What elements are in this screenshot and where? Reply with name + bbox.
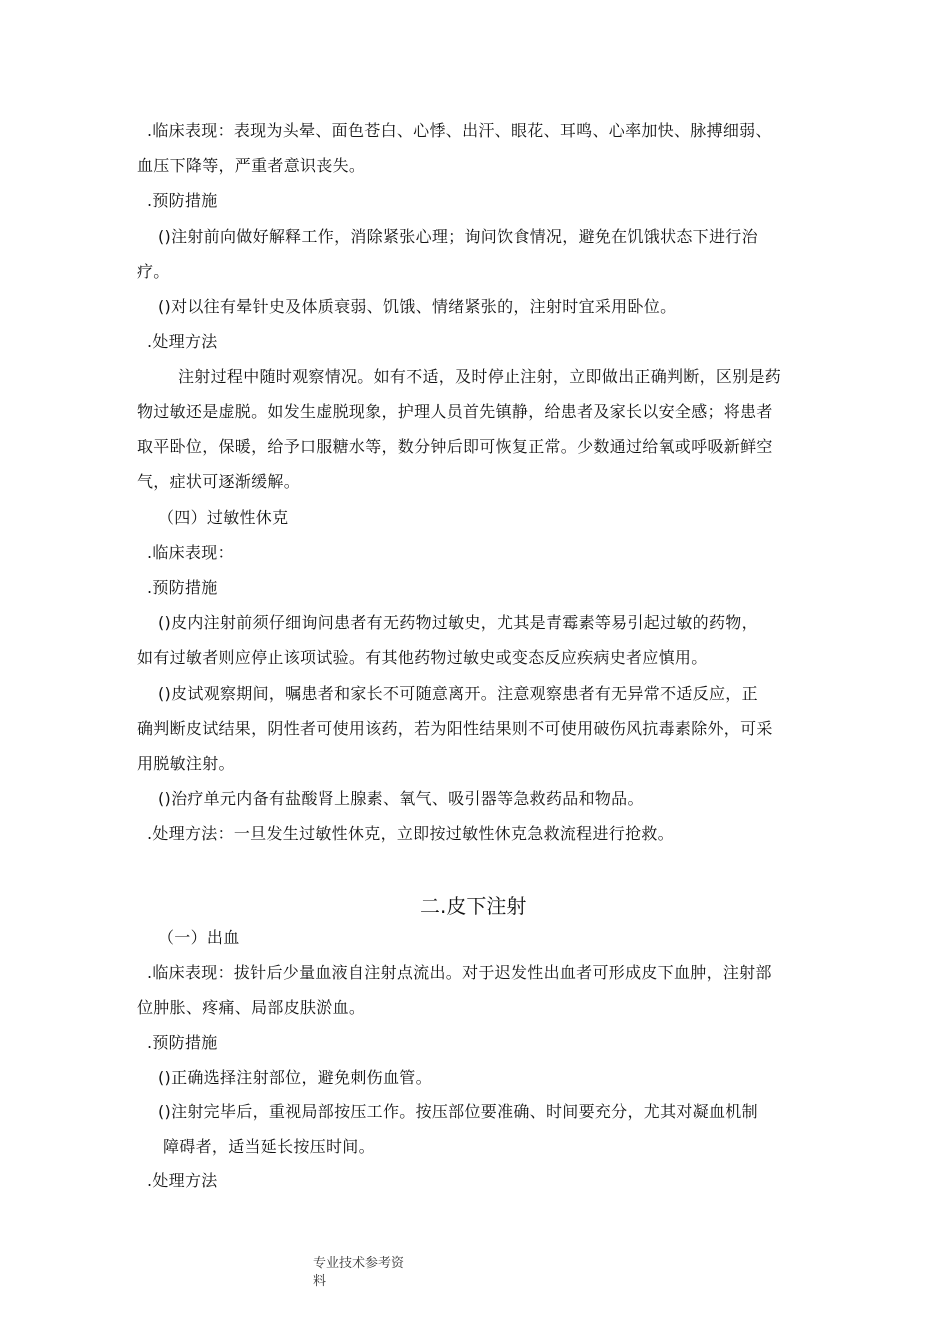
treatment-heading: .处理方法 bbox=[147, 332, 218, 351]
prevention-heading: .预防措施 bbox=[147, 191, 218, 210]
treatment-paragraph-line: 物过敏还是虚脱。如发生虚脱现象，护理人员首先镇静，给患者及家长以安全感；将患者 bbox=[137, 402, 773, 421]
footer-text: 料 bbox=[313, 1274, 327, 1289]
prevention-item: 疗。 bbox=[137, 262, 170, 281]
prevention-item: ()注射完毕后，重视局部按压工作。按压部位要准确、时间要充分，尤其对凝血机制 bbox=[158, 1102, 758, 1121]
clinical-manifestation-line: 血压下降等，严重者意识丧失。 bbox=[137, 156, 366, 175]
prevention-item: ()正确选择注射部位，避免刺伤血管。 bbox=[158, 1068, 432, 1087]
prevention-heading: .预防措施 bbox=[147, 1033, 218, 1052]
prevention-item: ()对以往有晕针史及体质衰弱、饥饿、情绪紧张的，注射时宜采用卧位。 bbox=[158, 297, 677, 316]
treatment-line: .处理方法：一旦发生过敏性休克，立即按过敏性休克急救流程进行抢救。 bbox=[147, 824, 674, 843]
treatment-heading: .处理方法 bbox=[147, 1171, 218, 1190]
subsection-heading: （四）过敏性休克 bbox=[158, 508, 289, 527]
treatment-paragraph-line: 气，症状可逐渐缓解。 bbox=[137, 472, 301, 491]
prevention-item: ()皮内注射前须仔细询问患者有无药物过敏史，尤其是青霉素等易引起过敏的药物， bbox=[158, 613, 758, 632]
prevention-item: ()治疗单元内备有盐酸肾上腺素、氧气、吸引器等急救药品和物品。 bbox=[158, 789, 644, 808]
prevention-item: 如有过敏者则应停止该项试验。有其他药物过敏史或变态反应疾病史者应慎用。 bbox=[137, 648, 708, 667]
subsection-heading: （一）出血 bbox=[158, 928, 240, 947]
clinical-manifestation-line: .临床表现：拔针后少量血液自注射点流出。对于迟发性出血者可形成皮下血肿，注射部 bbox=[147, 963, 772, 982]
prevention-item: 确判断皮试结果，阴性者可使用该药，若为阳性结果则不可使用破伤风抗毒素除外，可采 bbox=[137, 719, 773, 738]
clinical-manifestation-line: .临床表现：表现为头晕、面色苍白、心悸、出汗、眼花、耳鸣、心率加快、脉搏细弱、 bbox=[147, 121, 772, 140]
clinical-manifestation-heading: .临床表现： bbox=[147, 543, 234, 562]
prevention-item: 用脱敏注射。 bbox=[137, 754, 235, 773]
prevention-heading: .预防措施 bbox=[147, 578, 218, 597]
treatment-paragraph-line: 取平卧位，保暖，给予口服糖水等，数分钟后即可恢复正常。少数通过给氧或呼吸新鲜空 bbox=[137, 437, 773, 456]
section-title: 二.皮下注射 bbox=[420, 894, 527, 918]
prevention-item: 障碍者，适当延长按压时间。 bbox=[163, 1137, 375, 1156]
clinical-manifestation-line: 位肿胀、疼痛、局部皮肤淤血。 bbox=[137, 998, 366, 1017]
prevention-item: ()注射前向做好解释工作，消除紧张心理；询问饮食情况，避免在饥饿状态下进行治 bbox=[158, 227, 758, 246]
footer-text: 专业技术参考资 bbox=[313, 1256, 405, 1271]
prevention-item: ()皮试观察期间，嘱患者和家长不可随意离开。注意观察患者有无异常不适反应，正 bbox=[158, 684, 758, 703]
treatment-paragraph-line: 注射过程中随时观察情况。如有不适，及时停止注射，立即做出正确判断，区别是药 bbox=[178, 367, 782, 386]
